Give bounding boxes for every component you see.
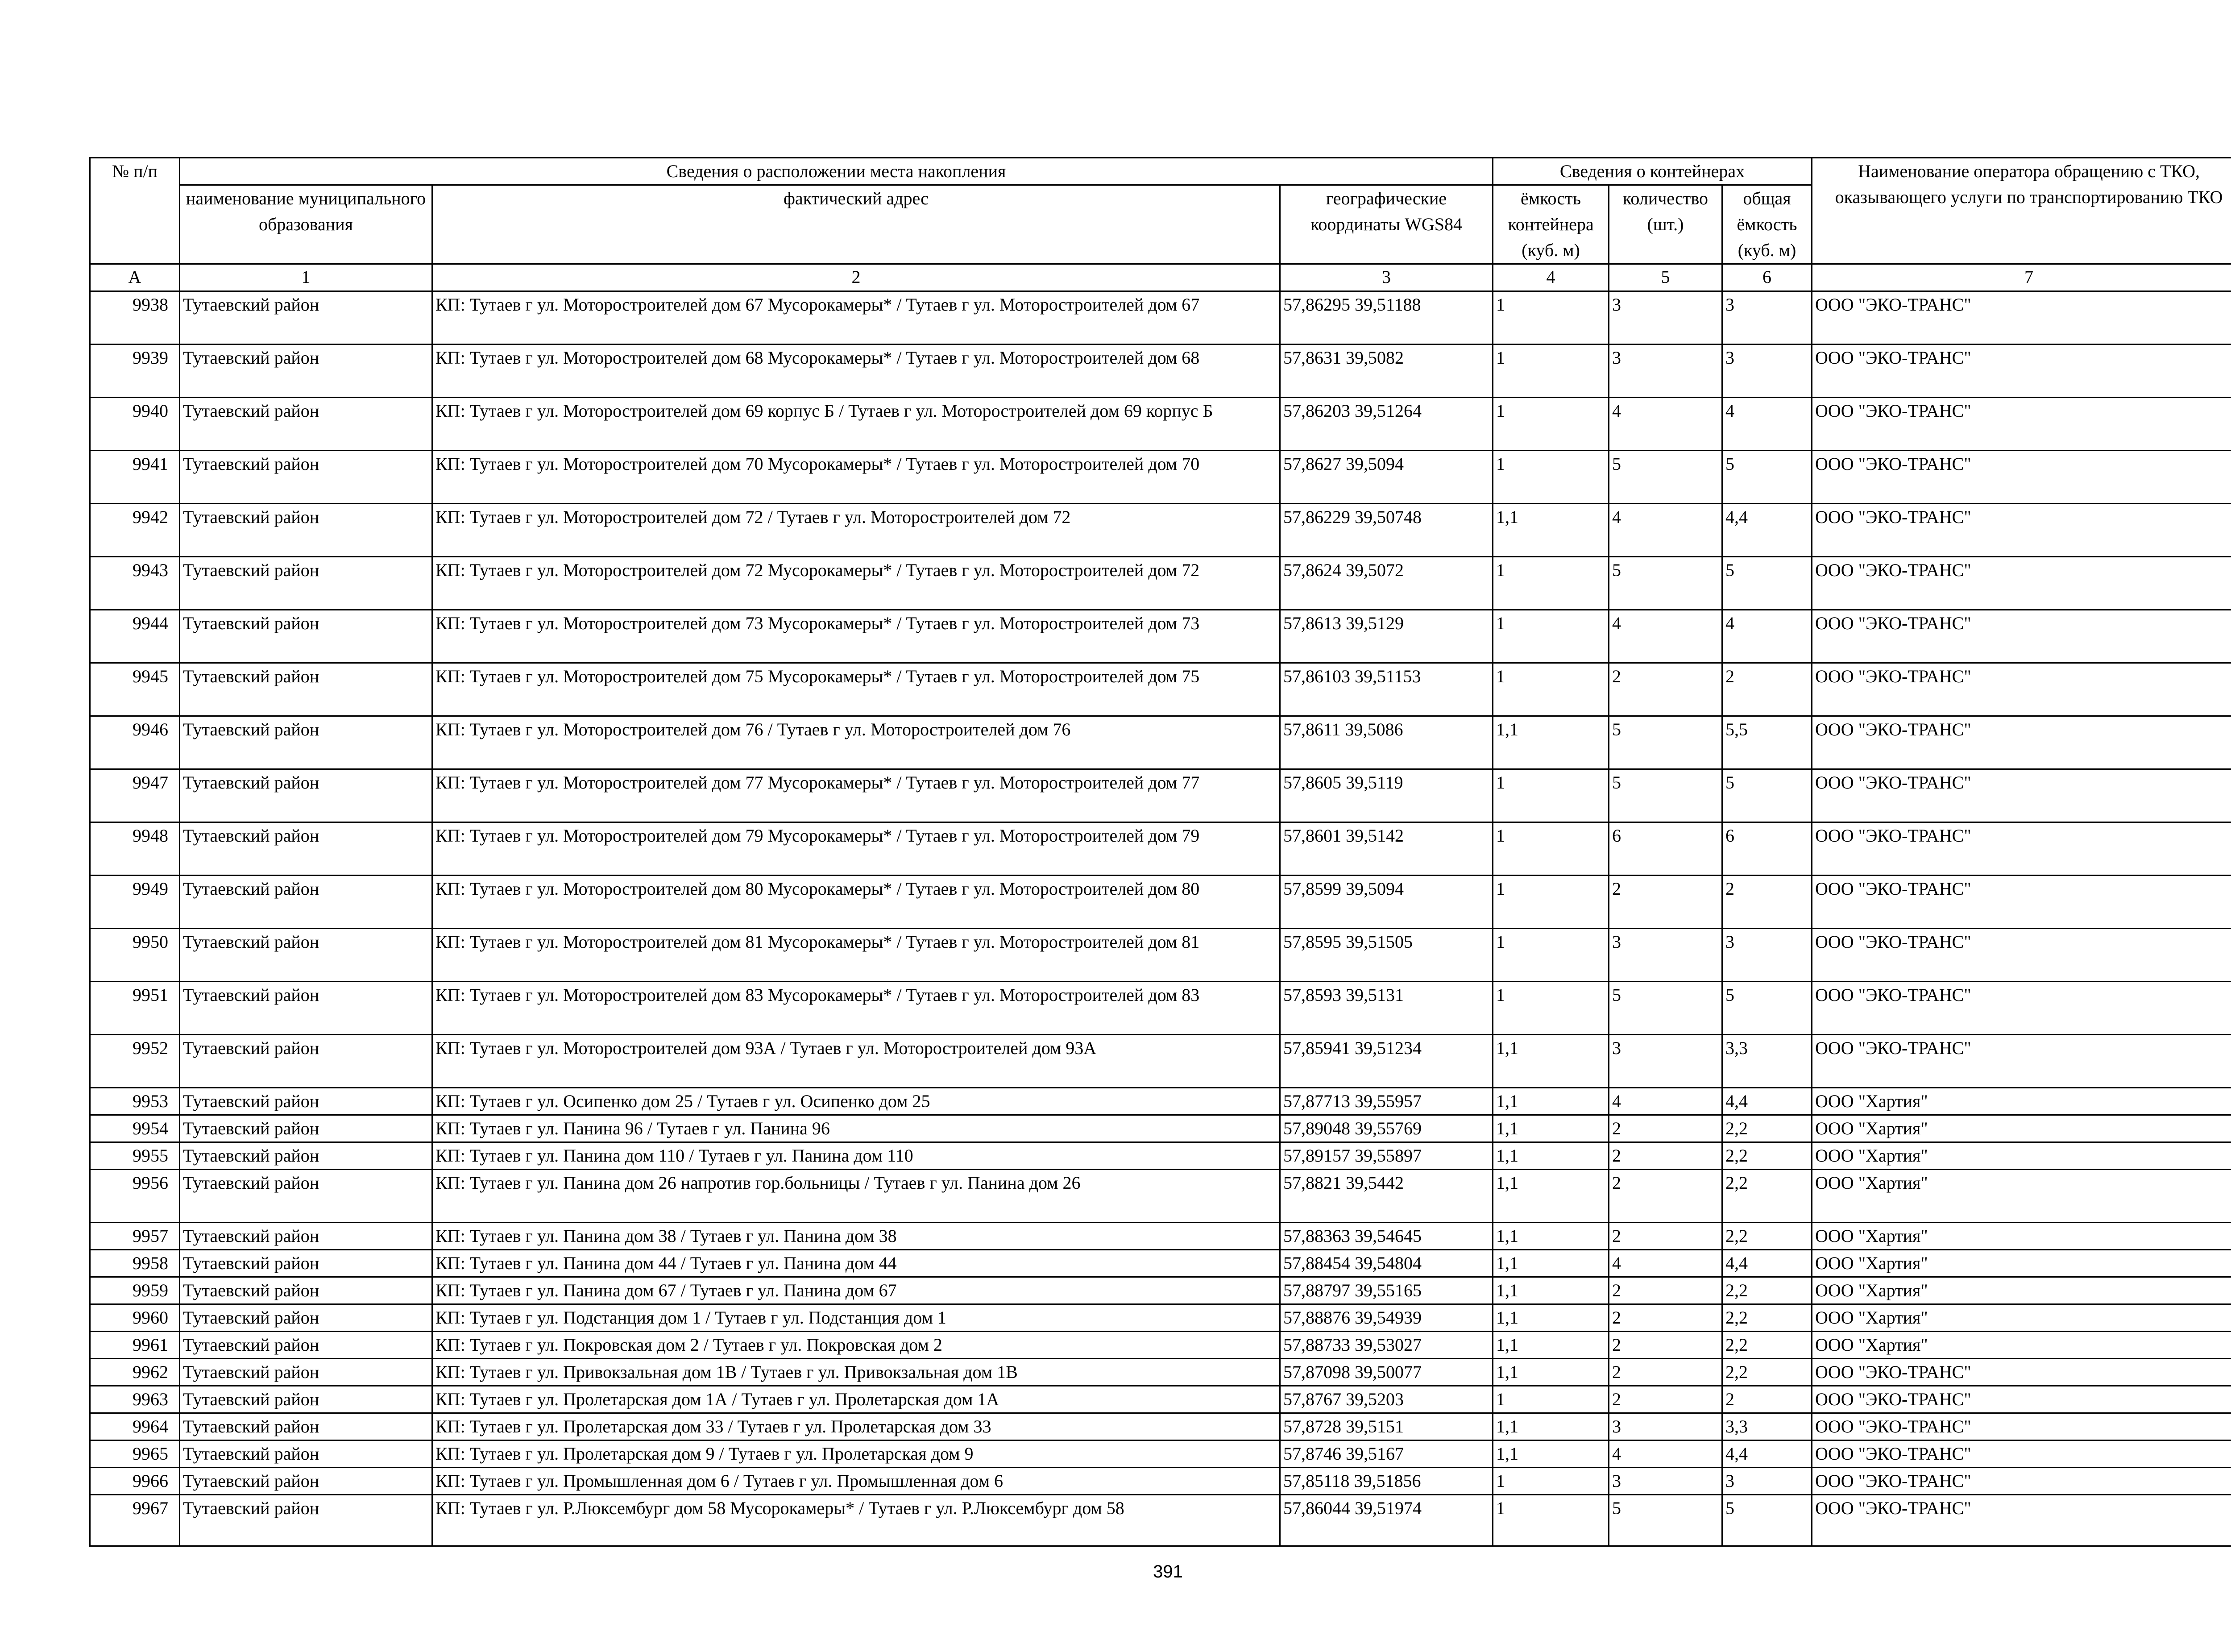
cell-capacity: 1 xyxy=(1493,982,1609,1035)
cell-operator: ООО "ЭКО-ТРАНС" xyxy=(1812,1035,2231,1088)
cell-coords: 57,8728 39,5151 xyxy=(1280,1413,1493,1440)
cell-count: 5 xyxy=(1609,716,1722,769)
cell-operator: ООО "ЭКО-ТРАНС" xyxy=(1812,504,2231,557)
table-row xyxy=(90,822,2231,876)
cell-capacity: 1,1 xyxy=(1493,1359,1609,1386)
cell-count: 2 xyxy=(1609,1277,1722,1304)
cell-coords: 57,8611 39,5086 xyxy=(1280,716,1493,769)
cell-operator: ООО "ЭКО-ТРАНС" xyxy=(1812,716,2231,769)
table-row xyxy=(90,557,2231,610)
cell-num: 9963 xyxy=(90,1386,180,1413)
cell-operator: ООО "Хартия" xyxy=(1812,1332,2231,1359)
cell-operator: ООО "ЭКО-ТРАНС" xyxy=(1812,822,2231,876)
cell-coords: 57,89157 39,55897 xyxy=(1280,1142,1493,1170)
cell-coords: 57,8605 39,5119 xyxy=(1280,769,1493,822)
cell-operator: ООО "Хартия" xyxy=(1812,1250,2231,1277)
cell-coords: 57,86044 39,51974 xyxy=(1280,1495,1493,1546)
cell-coords: 57,8599 39,5094 xyxy=(1280,876,1493,929)
cell-operator: ООО "ЭКО-ТРАНС" xyxy=(1812,345,2231,398)
table-row xyxy=(90,1115,2231,1142)
cell-address: КП: Тутаев г ул. Панина 96 / Тутаев г ул. Панина 96 xyxy=(432,1115,1280,1142)
header-index-cell: 2 xyxy=(432,264,1280,291)
cell-total: 4 xyxy=(1722,610,1812,663)
cell-operator: ООО "Хартия" xyxy=(1812,1304,2231,1332)
cell-district: Тутаевский район xyxy=(180,1304,432,1332)
table-row xyxy=(90,345,2231,398)
cell-capacity: 1 xyxy=(1493,398,1609,451)
header-municipality: наименование муниципального образования xyxy=(180,185,432,264)
cell-coords: 57,87713 39,55957 xyxy=(1280,1088,1493,1115)
header-index-cell: 3 xyxy=(1280,264,1493,291)
cell-total: 5 xyxy=(1722,982,1812,1035)
cell-capacity: 1 xyxy=(1493,929,1609,982)
cell-coords: 57,8627 39,5094 xyxy=(1280,451,1493,504)
cell-district: Тутаевский район xyxy=(180,876,432,929)
cell-num: 9961 xyxy=(90,1332,180,1359)
cell-num: 9938 xyxy=(90,291,180,345)
cell-district: Тутаевский район xyxy=(180,398,432,451)
cell-total: 5,5 xyxy=(1722,716,1812,769)
cell-district: Тутаевский район xyxy=(180,716,432,769)
table-row xyxy=(90,1035,2231,1088)
cell-count: 5 xyxy=(1609,769,1722,822)
cell-count: 3 xyxy=(1609,1468,1722,1495)
header-operator: Наименование оператора обращению с ТКО, оказывающего услуги по транспортированию ТКО xyxy=(1812,158,2231,264)
header-capacity: ёмкость контейнера (куб. м) xyxy=(1493,185,1609,264)
table-row xyxy=(90,716,2231,769)
cell-num: 9946 xyxy=(90,716,180,769)
cell-num: 9939 xyxy=(90,345,180,398)
cell-district: Тутаевский район xyxy=(180,1413,432,1440)
cell-num: 9953 xyxy=(90,1088,180,1115)
table-row xyxy=(90,1250,2231,1277)
cell-capacity: 1 xyxy=(1493,557,1609,610)
table-row xyxy=(90,1386,2231,1413)
cell-operator: ООО "ЭКО-ТРАНС" xyxy=(1812,929,2231,982)
cell-total: 2,2 xyxy=(1722,1359,1812,1386)
cell-count: 4 xyxy=(1609,504,1722,557)
table-row xyxy=(90,663,2231,716)
header-coords: географические координаты WGS84 xyxy=(1280,185,1493,264)
cell-district: Тутаевский район xyxy=(180,291,432,345)
cell-address: КП: Тутаев г ул. Привокзальная дом 1В / Тутаев г ул. Привокзальная дом 1В xyxy=(432,1359,1280,1386)
cell-num: 9940 xyxy=(90,398,180,451)
cell-address: КП: Тутаев г ул. Пролетарская дом 9 / Тутаев г ул. Пролетарская дом 9 xyxy=(432,1440,1280,1468)
cell-total: 2,2 xyxy=(1722,1170,1812,1223)
cell-coords: 57,86103 39,51153 xyxy=(1280,663,1493,716)
cell-capacity: 1 xyxy=(1493,663,1609,716)
header-row-groups xyxy=(90,158,2231,185)
cell-capacity: 1,1 xyxy=(1493,716,1609,769)
cell-operator: ООО "Хартия" xyxy=(1812,1088,2231,1115)
cell-coords: 57,8631 39,5082 xyxy=(1280,345,1493,398)
cell-address: КП: Тутаев г ул. Моторостроителей дом 72 / Тутаев г ул. Моторостроителей дом 72 xyxy=(432,504,1280,557)
cell-operator: ООО "ЭКО-ТРАНС" xyxy=(1812,610,2231,663)
cell-num: 9957 xyxy=(90,1223,180,1250)
cell-coords: 57,87098 39,50077 xyxy=(1280,1359,1493,1386)
cell-operator: ООО "ЭКО-ТРАНС" xyxy=(1812,1495,2231,1546)
cell-capacity: 1 xyxy=(1493,1386,1609,1413)
table-row xyxy=(90,982,2231,1035)
cell-count: 4 xyxy=(1609,1088,1722,1115)
cell-operator: ООО "ЭКО-ТРАНС" xyxy=(1812,557,2231,610)
cell-coords: 57,88363 39,54645 xyxy=(1280,1223,1493,1250)
header-index-cell: 4 xyxy=(1493,264,1609,291)
cell-count: 5 xyxy=(1609,451,1722,504)
cell-capacity: 1 xyxy=(1493,610,1609,663)
header-count: количество (шт.) xyxy=(1609,185,1722,264)
table-row xyxy=(90,291,2231,345)
cell-address: КП: Тутаев г ул. Пролетарская дом 1А / Тутаев г ул. Пролетарская дом 1А xyxy=(432,1386,1280,1413)
cell-operator: ООО "Хартия" xyxy=(1812,1142,2231,1170)
cell-address: КП: Тутаев г ул. Р.Люксембург дом 58 Мусорокамеры* / Тутаев г ул. Р.Люксембург дом 58 xyxy=(432,1495,1280,1546)
cell-total: 2,2 xyxy=(1722,1142,1812,1170)
cell-num: 9950 xyxy=(90,929,180,982)
cell-coords: 57,8821 39,5442 xyxy=(1280,1170,1493,1223)
cell-operator: ООО "Хартия" xyxy=(1812,1223,2231,1250)
cell-address: КП: Тутаев г ул. Моторостроителей дом 70 Мусорокамеры* / Тутаев г ул. Моторостроителей дом 70 xyxy=(432,451,1280,504)
header-index-cell: 1 xyxy=(180,264,432,291)
cell-district: Тутаевский район xyxy=(180,1386,432,1413)
cell-capacity: 1,1 xyxy=(1493,1277,1609,1304)
table-row xyxy=(90,398,2231,451)
cell-district: Тутаевский район xyxy=(180,1495,432,1546)
cell-capacity: 1,1 xyxy=(1493,1413,1609,1440)
cell-num: 9944 xyxy=(90,610,180,663)
cell-coords: 57,8593 39,5131 xyxy=(1280,982,1493,1035)
cell-coords: 57,88797 39,55165 xyxy=(1280,1277,1493,1304)
cell-total: 2,2 xyxy=(1722,1277,1812,1304)
cell-capacity: 1 xyxy=(1493,1495,1609,1546)
cell-district: Тутаевский район xyxy=(180,822,432,876)
cell-total: 3,3 xyxy=(1722,1035,1812,1088)
cell-num: 9967 xyxy=(90,1495,180,1546)
cell-capacity: 1 xyxy=(1493,451,1609,504)
table-row xyxy=(90,1440,2231,1468)
cell-capacity: 1 xyxy=(1493,345,1609,398)
cell-capacity: 1,1 xyxy=(1493,1142,1609,1170)
cell-total: 2 xyxy=(1722,1386,1812,1413)
cell-coords: 57,86229 39,50748 xyxy=(1280,504,1493,557)
header-location-group: Сведения о расположении места накопления xyxy=(180,158,1493,185)
table-row xyxy=(90,929,2231,982)
cell-address: КП: Тутаев г ул. Панина дом 26 напротив гор.больницы / Тутаев г ул. Панина дом 26 xyxy=(432,1170,1280,1223)
cell-total: 2,2 xyxy=(1722,1304,1812,1332)
cell-capacity: 1,1 xyxy=(1493,1223,1609,1250)
cell-total: 4,4 xyxy=(1722,1088,1812,1115)
cell-count: 2 xyxy=(1609,1142,1722,1170)
cell-capacity: 1 xyxy=(1493,769,1609,822)
cell-coords: 57,8613 39,5129 xyxy=(1280,610,1493,663)
cell-coords: 57,88733 39,53027 xyxy=(1280,1332,1493,1359)
cell-num: 9955 xyxy=(90,1142,180,1170)
table-row xyxy=(90,1413,2231,1440)
cell-num: 9964 xyxy=(90,1413,180,1440)
cell-address: КП: Тутаев г ул. Моторостроителей дом 73 Мусорокамеры* / Тутаев г ул. Моторостроителей дом 73 xyxy=(432,610,1280,663)
cell-district: Тутаевский район xyxy=(180,663,432,716)
cell-district: Тутаевский район xyxy=(180,1359,432,1386)
cell-count: 3 xyxy=(1609,345,1722,398)
cell-coords: 57,86203 39,51264 xyxy=(1280,398,1493,451)
cell-capacity: 1,1 xyxy=(1493,1170,1609,1223)
table-row xyxy=(90,610,2231,663)
cell-district: Тутаевский район xyxy=(180,1115,432,1142)
cell-coords: 57,88876 39,54939 xyxy=(1280,1304,1493,1332)
cell-num: 9952 xyxy=(90,1035,180,1088)
table-row xyxy=(90,876,2231,929)
table-row xyxy=(90,504,2231,557)
registry-sheet xyxy=(89,157,2231,1547)
cell-capacity: 1,1 xyxy=(1493,1035,1609,1088)
cell-district: Тутаевский район xyxy=(180,1170,432,1223)
cell-num: 9954 xyxy=(90,1115,180,1142)
cell-address: КП: Тутаев г ул. Промышленная дом 6 / Тутаев г ул. Промышленная дом 6 xyxy=(432,1468,1280,1495)
registry-table-body xyxy=(90,158,2231,1546)
cell-num: 9949 xyxy=(90,876,180,929)
cell-coords: 57,86295 39,51188 xyxy=(1280,291,1493,345)
cell-count: 5 xyxy=(1609,982,1722,1035)
table-row xyxy=(90,1468,2231,1495)
cell-address: КП: Тутаев г ул. Моторостроителей дом 72 Мусорокамеры* / Тутаев г ул. Моторостроителей дом 72 xyxy=(432,557,1280,610)
table-row xyxy=(90,1088,2231,1115)
registry-table xyxy=(89,157,2231,1547)
cell-num: 9962 xyxy=(90,1359,180,1386)
table-row xyxy=(90,451,2231,504)
cell-operator: ООО "ЭКО-ТРАНС" xyxy=(1812,291,2231,345)
cell-address: КП: Тутаев г ул. Моторостроителей дом 68 Мусорокамеры* / Тутаев г ул. Моторостроителей дом 68 xyxy=(432,345,1280,398)
cell-address: КП: Тутаев г ул. Панина дом 110 / Тутаев г ул. Панина дом 110 xyxy=(432,1142,1280,1170)
cell-num: 9956 xyxy=(90,1170,180,1223)
cell-operator: ООО "ЭКО-ТРАНС" xyxy=(1812,663,2231,716)
cell-count: 2 xyxy=(1609,663,1722,716)
cell-num: 9958 xyxy=(90,1250,180,1277)
table-row xyxy=(90,1304,2231,1332)
cell-count: 2 xyxy=(1609,1386,1722,1413)
cell-address: КП: Тутаев г ул. Моторостроителей дом 77 Мусорокамеры* / Тутаев г ул. Моторостроителей дом 77 xyxy=(432,769,1280,822)
cell-district: Тутаевский район xyxy=(180,1250,432,1277)
cell-num: 9948 xyxy=(90,822,180,876)
cell-address: КП: Тутаев г ул. Моторостроителей дом 75 Мусорокамеры* / Тутаев г ул. Моторостроителей дом 75 xyxy=(432,663,1280,716)
cell-address: КП: Тутаев г ул. Моторостроителей дом 79 Мусорокамеры* / Тутаев г ул. Моторостроителей дом 79 xyxy=(432,822,1280,876)
cell-num: 9965 xyxy=(90,1440,180,1468)
cell-total: 3 xyxy=(1722,1468,1812,1495)
cell-capacity: 1,1 xyxy=(1493,1088,1609,1115)
cell-total: 2,2 xyxy=(1722,1115,1812,1142)
cell-operator: ООО "Хартия" xyxy=(1812,1115,2231,1142)
cell-address: КП: Тутаев г ул. Панина дом 44 / Тутаев г ул. Панина дом 44 xyxy=(432,1250,1280,1277)
cell-capacity: 1,1 xyxy=(1493,1115,1609,1142)
cell-capacity: 1 xyxy=(1493,822,1609,876)
cell-address: КП: Тутаев г ул. Осипенко дом 25 / Тутаев г ул. Осипенко дом 25 xyxy=(432,1088,1280,1115)
cell-count: 4 xyxy=(1609,398,1722,451)
cell-address: КП: Тутаев г ул. Подстанция дом 1 / Тутаев г ул. Подстанция дом 1 xyxy=(432,1304,1280,1332)
cell-district: Тутаевский район xyxy=(180,1277,432,1304)
cell-num: 9947 xyxy=(90,769,180,822)
cell-num: 9960 xyxy=(90,1304,180,1332)
cell-address: КП: Тутаев г ул. Моторостроителей дом 76 / Тутаев г ул. Моторостроителей дом 76 xyxy=(432,716,1280,769)
cell-num: 9943 xyxy=(90,557,180,610)
cell-count: 5 xyxy=(1609,557,1722,610)
cell-coords: 57,88454 39,54804 xyxy=(1280,1250,1493,1277)
cell-count: 2 xyxy=(1609,1332,1722,1359)
cell-num: 9966 xyxy=(90,1468,180,1495)
cell-count: 3 xyxy=(1609,929,1722,982)
header-index-cell: 7 xyxy=(1812,264,2231,291)
cell-address: КП: Тутаев г ул. Моторостроителей дом 93А / Тутаев г ул. Моторостроителей дом 93А xyxy=(432,1035,1280,1088)
header-num: № п/п xyxy=(90,158,180,264)
cell-capacity: 1 xyxy=(1493,1468,1609,1495)
cell-address: КП: Тутаев г ул. Моторостроителей дом 80 Мусорокамеры* / Тутаев г ул. Моторостроителей дом 80 xyxy=(432,876,1280,929)
cell-count: 4 xyxy=(1609,1440,1722,1468)
cell-count: 3 xyxy=(1609,1413,1722,1440)
table-row xyxy=(90,1277,2231,1304)
cell-address: КП: Тутаев г ул. Панина дом 67 / Тутаев г ул. Панина дом 67 xyxy=(432,1277,1280,1304)
cell-total: 3 xyxy=(1722,929,1812,982)
cell-count: 2 xyxy=(1609,1115,1722,1142)
cell-total: 6 xyxy=(1722,822,1812,876)
cell-district: Тутаевский район xyxy=(180,1440,432,1468)
cell-capacity: 1,1 xyxy=(1493,1250,1609,1277)
table-row xyxy=(90,1332,2231,1359)
cell-address: КП: Тутаев г ул. Покровская дом 2 / Тутаев г ул. Покровская дом 2 xyxy=(432,1332,1280,1359)
cell-district: Тутаевский район xyxy=(180,769,432,822)
cell-address: КП: Тутаев г ул. Моторостроителей дом 67 Мусорокамеры* / Тутаев г ул. Моторостроителей дом 67 xyxy=(432,291,1280,345)
cell-address: КП: Тутаев г ул. Панина дом 38 / Тутаев г ул. Панина дом 38 xyxy=(432,1223,1280,1250)
cell-capacity: 1 xyxy=(1493,876,1609,929)
cell-total: 5 xyxy=(1722,1495,1812,1546)
table-row xyxy=(90,1495,2231,1546)
cell-count: 2 xyxy=(1609,1170,1722,1223)
cell-total: 2,2 xyxy=(1722,1223,1812,1250)
cell-district: Тутаевский район xyxy=(180,1223,432,1250)
cell-total: 5 xyxy=(1722,451,1812,504)
header-index-cell: 5 xyxy=(1609,264,1722,291)
cell-operator: ООО "ЭКО-ТРАНС" xyxy=(1812,398,2231,451)
header-total: общая ёмкость (куб. м) xyxy=(1722,185,1812,264)
table-row xyxy=(90,769,2231,822)
cell-coords: 57,8767 39,5203 xyxy=(1280,1386,1493,1413)
cell-count: 3 xyxy=(1609,291,1722,345)
cell-total: 5 xyxy=(1722,769,1812,822)
cell-coords: 57,8595 39,51505 xyxy=(1280,929,1493,982)
cell-district: Тутаевский район xyxy=(180,1035,432,1088)
header-index-cell: 6 xyxy=(1722,264,1812,291)
table-row xyxy=(90,1170,2231,1223)
cell-operator: ООО "ЭКО-ТРАНС" xyxy=(1812,769,2231,822)
cell-capacity: 1 xyxy=(1493,291,1609,345)
cell-address: КП: Тутаев г ул. Пролетарская дом 33 / Тутаев г ул. Пролетарская дом 33 xyxy=(432,1413,1280,1440)
cell-coords: 57,85941 39,51234 xyxy=(1280,1035,1493,1088)
cell-num: 9959 xyxy=(90,1277,180,1304)
cell-coords: 57,8624 39,5072 xyxy=(1280,557,1493,610)
cell-total: 3,3 xyxy=(1722,1413,1812,1440)
cell-capacity: 1,1 xyxy=(1493,1332,1609,1359)
cell-capacity: 1,1 xyxy=(1493,1440,1609,1468)
cell-total: 2,2 xyxy=(1722,1332,1812,1359)
header-index-cell: А xyxy=(90,264,180,291)
cell-total: 4,4 xyxy=(1722,504,1812,557)
cell-coords: 57,8746 39,5167 xyxy=(1280,1440,1493,1468)
cell-district: Тутаевский район xyxy=(180,1142,432,1170)
cell-district: Тутаевский район xyxy=(180,1332,432,1359)
cell-count: 6 xyxy=(1609,822,1722,876)
cell-district: Тутаевский район xyxy=(180,1468,432,1495)
cell-total: 3 xyxy=(1722,345,1812,398)
cell-total: 5 xyxy=(1722,557,1812,610)
cell-num: 9951 xyxy=(90,982,180,1035)
cell-operator: ООО "ЭКО-ТРАНС" xyxy=(1812,1359,2231,1386)
cell-count: 4 xyxy=(1609,610,1722,663)
cell-address: КП: Тутаев г ул. Моторостроителей дом 81 Мусорокамеры* / Тутаев г ул. Моторостроителей дом 81 xyxy=(432,929,1280,982)
cell-count: 4 xyxy=(1609,1250,1722,1277)
header-address: фактический адрес xyxy=(432,185,1280,264)
cell-count: 3 xyxy=(1609,1035,1722,1088)
cell-district: Тутаевский район xyxy=(180,345,432,398)
cell-operator: ООО "ЭКО-ТРАНС" xyxy=(1812,451,2231,504)
cell-district: Тутаевский район xyxy=(180,504,432,557)
cell-count: 2 xyxy=(1609,1304,1722,1332)
cell-address: КП: Тутаев г ул. Моторостроителей дом 69 корпус Б / Тутаев г ул. Моторостроителей дом 69 корпус Б xyxy=(432,398,1280,451)
cell-count: 2 xyxy=(1609,876,1722,929)
cell-total: 3 xyxy=(1722,291,1812,345)
cell-operator: ООО "ЭКО-ТРАНС" xyxy=(1812,1468,2231,1495)
table-row xyxy=(90,1359,2231,1386)
cell-count: 5 xyxy=(1609,1495,1722,1546)
page-number: 391 xyxy=(1153,1562,1183,1581)
cell-num: 9942 xyxy=(90,504,180,557)
cell-operator: ООО "ЭКО-ТРАНС" xyxy=(1812,1440,2231,1468)
cell-total: 4,4 xyxy=(1722,1440,1812,1468)
cell-district: Тутаевский район xyxy=(180,451,432,504)
cell-count: 2 xyxy=(1609,1223,1722,1250)
cell-district: Тутаевский район xyxy=(180,557,432,610)
cell-total: 4,4 xyxy=(1722,1250,1812,1277)
cell-operator: ООО "ЭКО-ТРАНС" xyxy=(1812,876,2231,929)
cell-district: Тутаевский район xyxy=(180,610,432,663)
header-containers-group: Сведения о контейнерах xyxy=(1493,158,1812,185)
cell-coords: 57,89048 39,55769 xyxy=(1280,1115,1493,1142)
cell-operator: ООО "Хартия" xyxy=(1812,1277,2231,1304)
table-row xyxy=(90,1223,2231,1250)
cell-district: Тутаевский район xyxy=(180,929,432,982)
cell-coords: 57,85118 39,51856 xyxy=(1280,1468,1493,1495)
cell-total: 2 xyxy=(1722,663,1812,716)
cell-num: 9945 xyxy=(90,663,180,716)
cell-district: Тутаевский район xyxy=(180,1088,432,1115)
cell-coords: 57,8601 39,5142 xyxy=(1280,822,1493,876)
cell-total: 2 xyxy=(1722,876,1812,929)
cell-count: 2 xyxy=(1609,1359,1722,1386)
cell-operator: ООО "ЭКО-ТРАНС" xyxy=(1812,1413,2231,1440)
cell-operator: ООО "ЭКО-ТРАНС" xyxy=(1812,982,2231,1035)
cell-address: КП: Тутаев г ул. Моторостроителей дом 83 Мусорокамеры* / Тутаев г ул. Моторостроителей дом 83 xyxy=(432,982,1280,1035)
table-row xyxy=(90,1142,2231,1170)
cell-capacity: 1,1 xyxy=(1493,504,1609,557)
cell-num: 9941 xyxy=(90,451,180,504)
cell-total: 4 xyxy=(1722,398,1812,451)
cell-operator: ООО "Хартия" xyxy=(1812,1170,2231,1223)
cell-operator: ООО "ЭКО-ТРАНС" xyxy=(1812,1386,2231,1413)
cell-district: Тутаевский район xyxy=(180,982,432,1035)
cell-capacity: 1,1 xyxy=(1493,1304,1609,1332)
header-row-index xyxy=(90,264,2231,291)
